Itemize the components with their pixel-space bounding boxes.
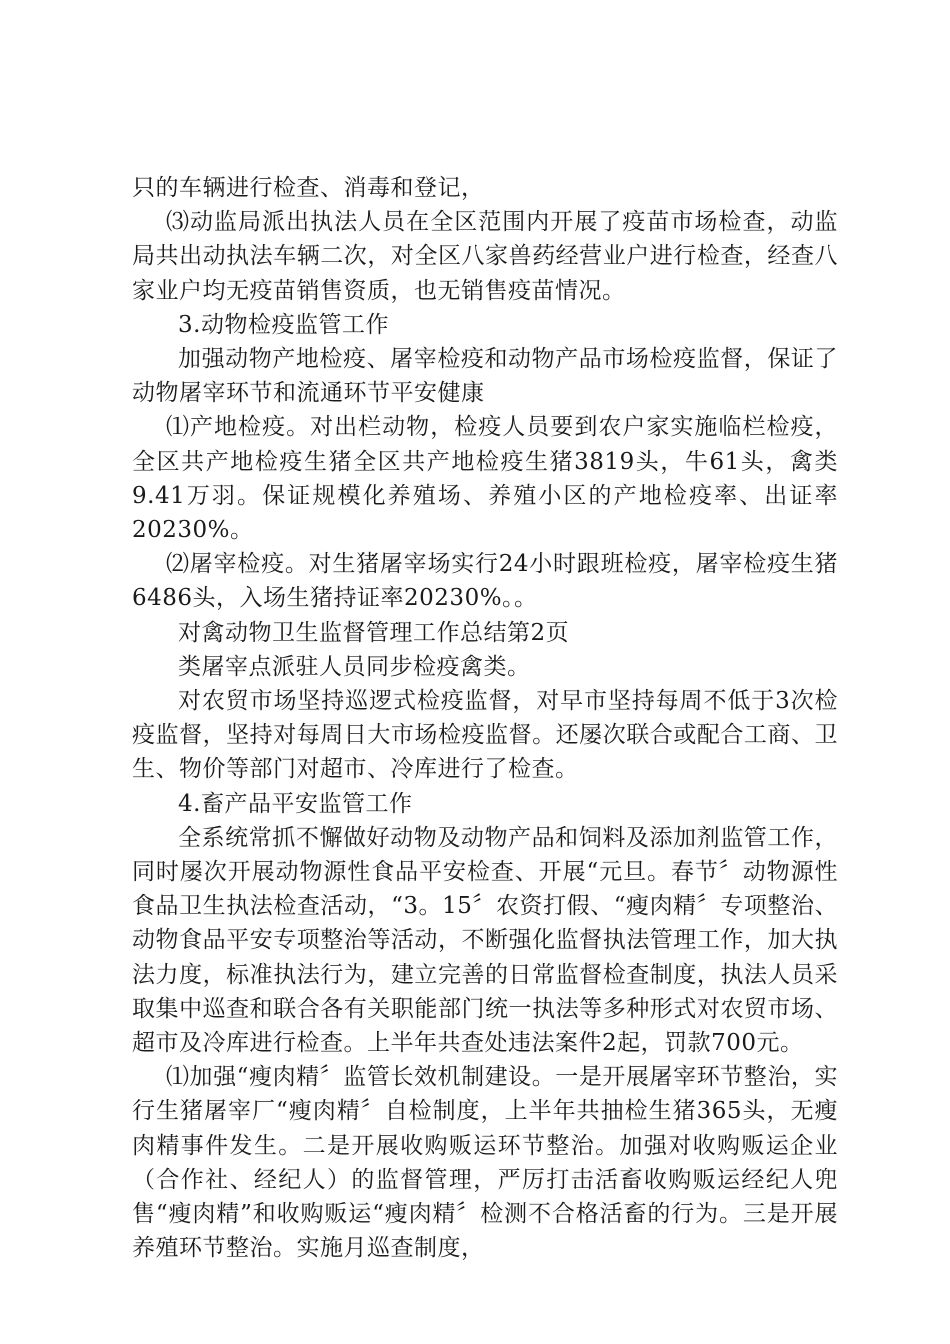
paragraph-origin-quarantine: ⑴产地检疫。对出栏动物，检疫人员要到农户家实施临栏检疫，全区共产地检疫生猪全区共产地检疫生猪3819头，牛61头，禽类9.41万羽。保证规模化养殖场、养殖小区的产地检疫率、出证率20230%。 — [132, 414, 838, 544]
section-heading-product-safety: 4.畜产品平安监管工作 — [178, 790, 413, 817]
paragraph-quarantine-intro: 加强动物产地检疫、屠宰检疫和动物产品市场检疫监督，保证了动物屠宰环节和流通环节平安健康 — [132, 346, 838, 407]
paragraph-product-safety: 全系统常抓不懈做好动物及动物产品和饲料及添加剂监管工作，同时屡次开展动物源性食品平安检查、开展“元旦。春节〞动物源性食品卫生执法检查活动，“3。15〞农资打假、“瘦肉精〞专项整治、动物食品平安专项整治等活动，不断强化监督执法管理工作，加大执法力度，标准执法行为，建立完善的日常监督检查制度，执法人员采取集中巡查和联合各有关职能部门统一执法等多种形式对农贸市场、超市及冷库进行检查。上半年共查处违法案件2起，罚款700元。 — [132, 824, 838, 1057]
paragraph-market-supervision: 对农贸市场坚持巡逻式检疫监督，对早市坚持每周不低于3次检疫监督，坚持对每周日大市场检疫监督。还屡次联合或配合工商、卫生、物价等部门对超市、冷库进行了检查。 — [132, 688, 838, 783]
page-marker: 对禽动物卫生监督管理工作总结第2页 — [178, 619, 570, 646]
section-heading-animal-quarantine: 3.动物检疫监管工作 — [178, 311, 389, 338]
paragraph-vehicle-check: 只的车辆进行检查、消毒和登记， — [132, 175, 485, 201]
paragraph-vaccine-market-check: ⑶动监局派出执法人员在全区范围内开展了疫苗市场检查，动监局共出动执法车辆二次，对全区八家兽药经营业户进行检查，经查八家业户均无疫苗销售资质，也无销售疫苗情况。 — [132, 209, 838, 304]
paragraph-slaughter-quarantine: ⑵屠宰检疫。对生猪屠宰场实行24小时跟班检疫，屠宰检疫生猪6486头，入场生猪持证率20230%。。 — [132, 551, 838, 612]
document-body — [132, 171, 838, 1266]
paragraph-clenbuterol-control: ⑴加强“瘦肉精〞监管长效机制建设。一是开展屠宰环节整治，实行生猪屠宰厂“瘦肉精〞自检制度，上半年共抽检生猪365头，无瘦肉精事件发生。二是开展收购贩运环节整治。加强对收购贩运企业（合作社、经纪人）的监督管理，严厉打击活畜收购贩运经纪人兜售“瘦肉精”和收购贩运“瘦肉精〞检测不合格活畜的行为。三是开展养殖环节整治。实施月巡查制度， — [132, 1064, 838, 1262]
paragraph-poultry-quarantine: 类屠宰点派驻人员同步检疫禽类。 — [178, 653, 531, 680]
